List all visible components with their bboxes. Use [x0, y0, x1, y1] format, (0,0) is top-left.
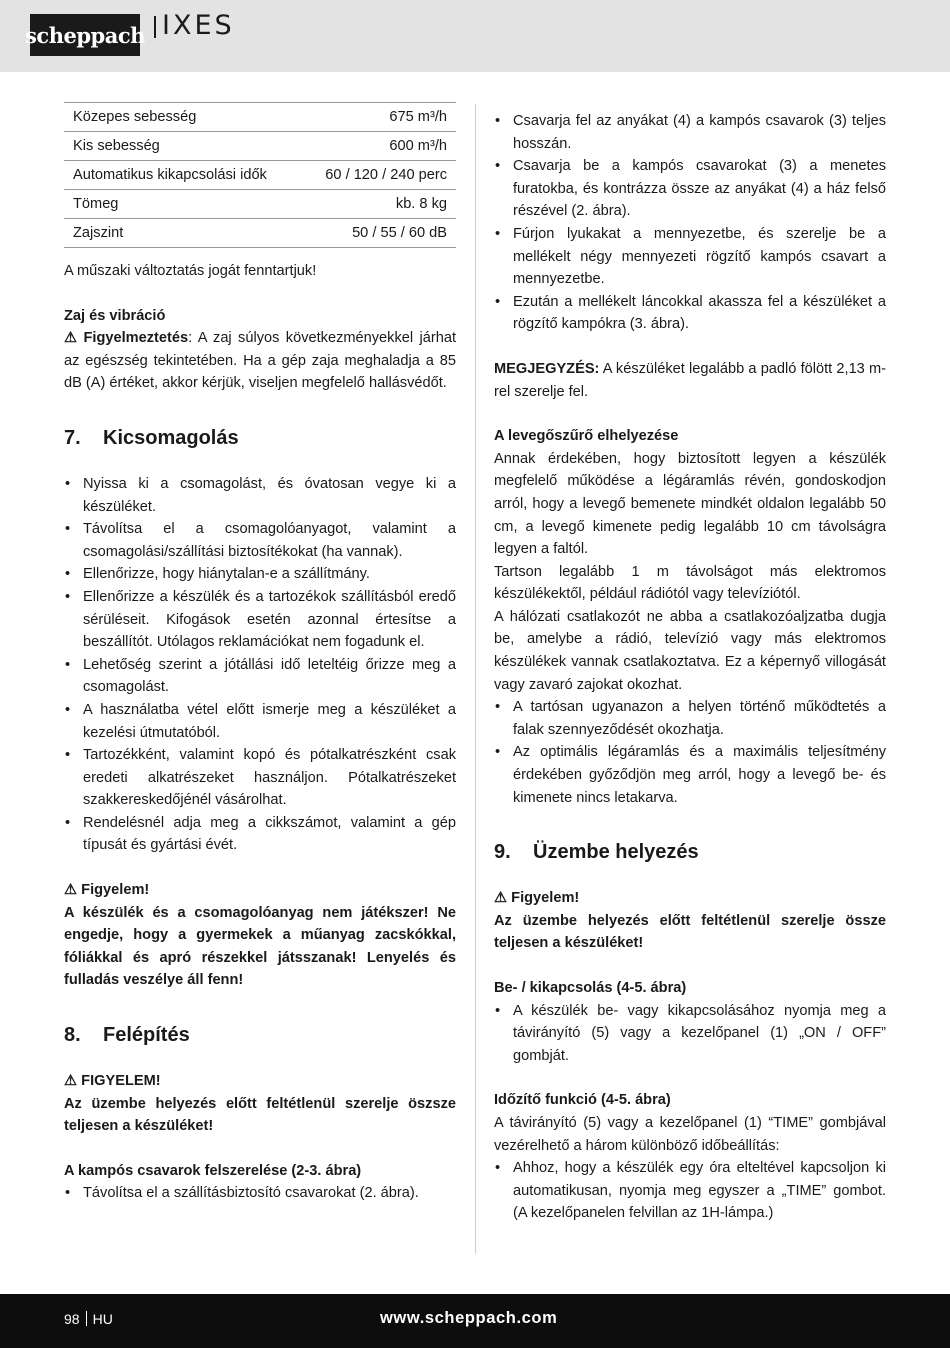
page-number: 98 HU: [64, 1311, 113, 1327]
logo-text: scheppach: [25, 22, 145, 48]
spec-label: Közepes sebesség: [73, 108, 197, 125]
spec-table: [64, 102, 456, 248]
section-9-title: Üzembe helyezés: [533, 841, 699, 864]
noise-paragraph: [64, 327, 456, 395]
timer-list: [494, 1157, 886, 1225]
spec-row: [64, 161, 456, 190]
unpacking-item: • Ellenőrizze a készülék és a tartozékok szállításból eredő sérüléseit. Kifogások esetén azonnal értesítse a beszállítót. Utólagos reklamációkat nem fogadunk el.: [64, 586, 456, 654]
spec-row: [64, 132, 456, 161]
header-band: [0, 0, 950, 72]
attention-2-text: Az üzembe helyezés előtt feltétlenül szerelje öszsze teljesen a készüléket!: [64, 1095, 456, 1135]
timer-item: • Ahhoz, hogy a készülék egy óra elteltével kapcsoljon ki automatikusan, nyomja meg egyszer a „TIME” gombot. (A kezelőpanelen felvillan az 1H-lámpa.): [494, 1157, 886, 1225]
hooks-heading: A kampós csavarok felszerelése (2-3. ábra): [64, 1162, 362, 1179]
attention-2-heading: ⚠ FIGYELEM!: [64, 1070, 456, 1093]
spec-value: 60 / 120 / 240 perc: [325, 166, 447, 183]
language-code: HU: [92, 1311, 113, 1327]
mount-item: • Csavarja be a kampós csavarokat (3) a menetes furatokba, és kontrázza össze az anyákat (4) a ház felső részével (2. ábra).: [494, 155, 886, 223]
mount-list: [494, 110, 886, 336]
unpacking-item: • Rendelésnél adja meg a cikkszámot, valamint a gép típusát és gyártási évét.: [64, 812, 456, 857]
website-link[interactable]: www.scheppach.com: [380, 1309, 558, 1327]
noise-heading: Zaj és vibráció: [64, 307, 166, 324]
attention-1-text: A készülék és a csomagolóanyag nem játékszer! Ne engedje, hogy a gyermekek a műanyag zacskókkal, fóliákkal és apró részekkel játsszanak! Lenyelés és fulladás veszélye áll fenn!: [64, 904, 456, 989]
mount-item: • Ezután a mellékelt láncokkal akassza fel a készüléket a rögzítő kampókra (3. ábra).: [494, 291, 886, 336]
spec-row: [64, 219, 456, 248]
onoff-heading: Be- / kikapcsolás (4-5. ábra): [494, 980, 687, 996]
noise-text: : A zaj súlyos következményekkel járhat az egészség tekintetében. Ha a gép zaja meghaladja a 85 dB (A) értéket, akkor kérjük, viseljen megfelelő hallásvédőt.: [64, 330, 456, 392]
attention-3-text: Az üzembe helyezés előtt feltétlenül szerelje össze teljesen a készüléket!: [494, 912, 886, 952]
hooks-item: • Távolítsa el a szállításbiztosító csavarokat (2. ábra).: [64, 1182, 456, 1205]
noise-warning-label: Figyelmeztetés: [83, 330, 189, 347]
section-8-heading: [64, 1022, 456, 1048]
spec-value: 50 / 55 / 60 dB: [352, 224, 447, 241]
brand-divider: [154, 16, 156, 38]
note-paragraph: [494, 358, 886, 403]
unpacking-list: [64, 473, 456, 857]
section-7-title: Kicsomagolás: [103, 426, 239, 449]
spec-value: 600 m³/h: [389, 137, 447, 154]
brand-ixes: IXES: [162, 10, 235, 41]
spec-label: Tömeg: [73, 195, 119, 212]
spec-label: Automatikus kikapcsolási idők: [73, 166, 267, 183]
timer-text: A távirányító (5) vagy a kezelőpanel (1) “TIME” gombjával vezérelhető a három különböző időbeállítás:: [494, 1114, 886, 1154]
spec-label: Kis sebesség: [73, 137, 160, 154]
placement-paragraph-1: Annak érdekében, hogy biztosított legyen a készülék megfelelő működése a légáramlás révén, gondoskodjon arról, hogy a levegő bemenete mindkét oldalon legalább 50 cm, a levegő kimenete pedig legalább 10 cm távolságra legyen a faltól.: [494, 450, 886, 558]
timer-heading: Időzítő funkció (4-5. ábra): [494, 1092, 671, 1109]
mount-item: • Fúrjon lyukakat a mennyezetbe, és szerelje be a mellékelt négy mennyezeti rögzítő kampós csavart a mennyezetbe.: [494, 223, 886, 291]
warning-icon: ⚠: [64, 330, 78, 347]
onoff-item: • A készülék be- vagy kikapcsolásához nyomja meg a távirányító (5) vagy a kezelőpanel (1) „ON / OFF” gombját.: [494, 1000, 886, 1068]
warning-icon: ⚠: [64, 882, 78, 899]
note-text: A készüléket legalább a padló fölött 2,13 m-rel szerelje fel.: [494, 360, 886, 400]
spec-value: kb. 8 kg: [395, 195, 447, 212]
section-9-number: 9.: [494, 841, 511, 864]
spec-row: [64, 190, 456, 219]
warning-icon: ⚠: [494, 890, 508, 907]
unpacking-item: • Távolítsa el a csomagolóanyagot, valamint a csomagolási/szállítási biztosítékokat (ha vannak).: [64, 518, 456, 563]
left-column: [64, 102, 456, 1205]
section-8-title: Felépítés: [103, 1024, 190, 1047]
placement-paragraph-3: A hálózati csatlakozót ne abba a csatlakozóaljzatba dugja be, amelybe a rádió, televízió vagy más elektromos készülékek vannak csatlakoztatva. Ez a képernyő villogását vagy zavaró zajokat okozhat.: [494, 608, 886, 693]
placement-heading: A levegőszűrő elhelyezése: [494, 428, 679, 445]
unpacking-item: • Ellenőrizze, hogy hiánytalan-e a szállítmány.: [64, 563, 456, 586]
section-7-number: 7.: [64, 426, 81, 449]
warning-icon: ⚠: [64, 1073, 78, 1090]
spec-label: Zajszint: [73, 224, 124, 241]
section-9-heading: [494, 839, 886, 865]
attention-1-heading: ⚠ Figyelem!: [64, 879, 456, 902]
hooks-list: [64, 1182, 456, 1205]
note-label: MEGJEGYZÉS:: [494, 360, 600, 377]
spec-value: 675 m³/h: [389, 108, 447, 125]
column-divider: [475, 104, 476, 1254]
section-8-number: 8.: [64, 1024, 81, 1047]
spec-row: [64, 103, 456, 132]
attention-3-heading: ⚠ Figyelem!: [494, 887, 886, 910]
placement-list: [494, 696, 886, 809]
unpacking-item: • Lehetőség szerint a jótállási idő leteltéig őrizze meg a csomagolást.: [64, 654, 456, 699]
unpacking-item: • Tartozékként, valamint kopó és pótalkatrészként csak eredeti alkatrészeket használjon. Pótalkatrészeket szakkereskedőjénél vásárolhat.: [64, 744, 456, 812]
unpacking-item: • A használatba vétel előtt ismerje meg a készüléket a kezelési útmutatóból.: [64, 699, 456, 744]
right-column: [494, 110, 886, 1225]
placement-item: • A tartósan ugyanazon a helyen történő működtetés a falak szennyeződését okozhatja.: [494, 696, 886, 741]
unpacking-item: • Nyissa ki a csomagolást, és óvatosan vegye ki a készüléket.: [64, 473, 456, 518]
mount-item: • Csavarja fel az anyákat (4) a kampós csavarok (3) teljes hosszán.: [494, 110, 886, 155]
onoff-list: [494, 1000, 886, 1068]
placement-item: • Az optimális légáramlás és a maximális teljesítmény érdekében győződjön meg arról, hogy a levegő be- és kimenete nincs letakarva.: [494, 741, 886, 809]
placement-paragraph-2: Tartson legalább 1 m távolságot más elektromos készülékektől, például rádiótól vagy televíziótól.: [494, 563, 886, 603]
tech-note: A műszaki változtatás jogát fenntartjuk!: [64, 263, 317, 279]
scheppach-logo: [25, 14, 145, 56]
section-7-heading: [64, 425, 456, 451]
footer-band: [0, 1294, 950, 1348]
